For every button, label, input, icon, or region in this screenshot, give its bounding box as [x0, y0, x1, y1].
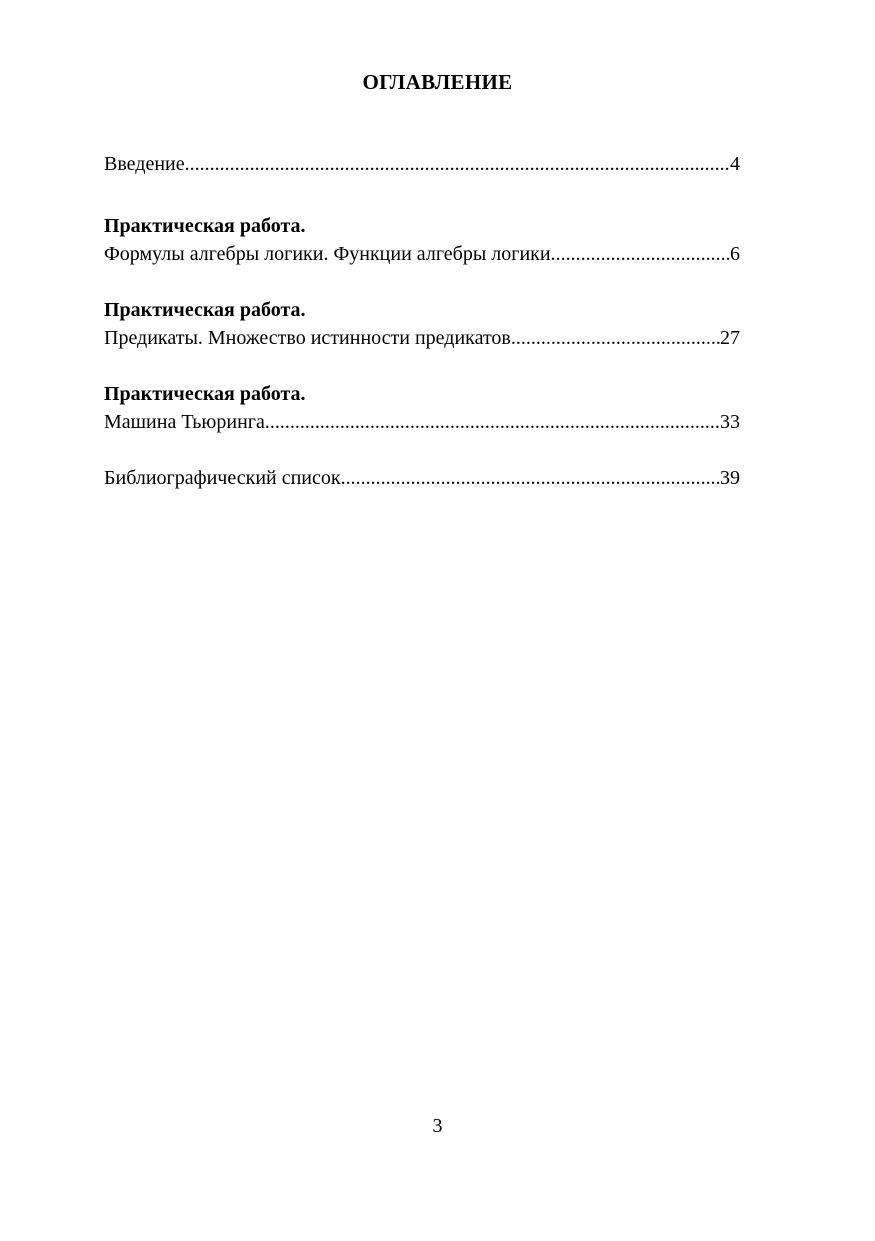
toc-entry-label: Предикаты. Множество истинности предикатов	[104, 327, 511, 349]
toc-entry-introduction	[104, 150, 740, 178]
toc-entry-practical-2	[104, 296, 740, 352]
toc-entry-label: Машина Тьюринга	[104, 411, 265, 433]
toc-line[interactable]	[104, 324, 740, 352]
dot-leader	[265, 408, 720, 436]
toc-entry-label: Формулы алгебры логики. Функции алгебры логики	[104, 243, 551, 265]
toc-entry-page: 27	[720, 327, 740, 349]
dot-leader	[511, 324, 720, 352]
dot-leader	[185, 150, 730, 178]
page-number: 3	[432, 1115, 443, 1137]
dot-leader	[341, 464, 720, 492]
toc-entry-heading: Практическая работа.	[104, 299, 306, 321]
toc-entry-page: 6	[730, 243, 740, 265]
toc-line[interactable]	[104, 408, 740, 436]
toc-title: ОГЛАВЛЕНИЕ	[362, 70, 513, 94]
table-of-contents	[104, 150, 740, 492]
toc-entry-bibliography	[104, 464, 740, 492]
toc-line[interactable]	[104, 150, 740, 178]
toc-entry-heading: Практическая работа.	[104, 215, 306, 237]
toc-entry-heading: Практическая работа.	[104, 383, 306, 405]
toc-entry-page: 4	[730, 153, 740, 175]
toc-entry-label: Введение	[104, 153, 185, 175]
toc-entry-practical-1	[104, 212, 740, 268]
toc-entry-label: Библиографический список	[104, 467, 341, 489]
toc-line[interactable]	[104, 240, 740, 268]
dot-leader	[551, 240, 730, 268]
toc-entry-page: 39	[720, 467, 740, 489]
toc-entry-page: 33	[720, 411, 740, 433]
toc-line[interactable]	[104, 464, 740, 492]
toc-entry-practical-3	[104, 380, 740, 436]
